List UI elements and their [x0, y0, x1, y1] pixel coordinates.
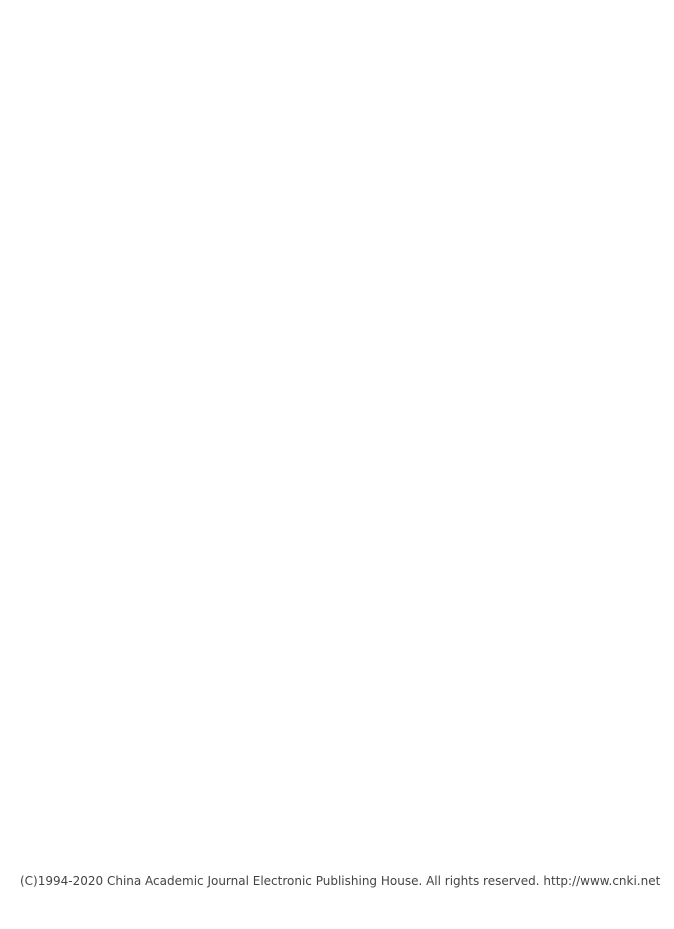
copyright-footer: (C)1994-2020 China Academic Journal Electronic Publishing House. All rights reserved. http://www.cnki.net — [20, 874, 661, 888]
paragraph — [343, 56, 609, 350]
paragraph — [79, 260, 345, 679]
subsection-heading — [343, 357, 609, 376]
paragraph — [79, 56, 345, 225]
section-heading — [105, 232, 305, 251]
right-column — [343, 56, 609, 846]
left-column — [79, 56, 345, 846]
paragraph — [343, 385, 609, 929]
page-number — [538, 852, 578, 870]
subsection-heading — [79, 686, 345, 705]
